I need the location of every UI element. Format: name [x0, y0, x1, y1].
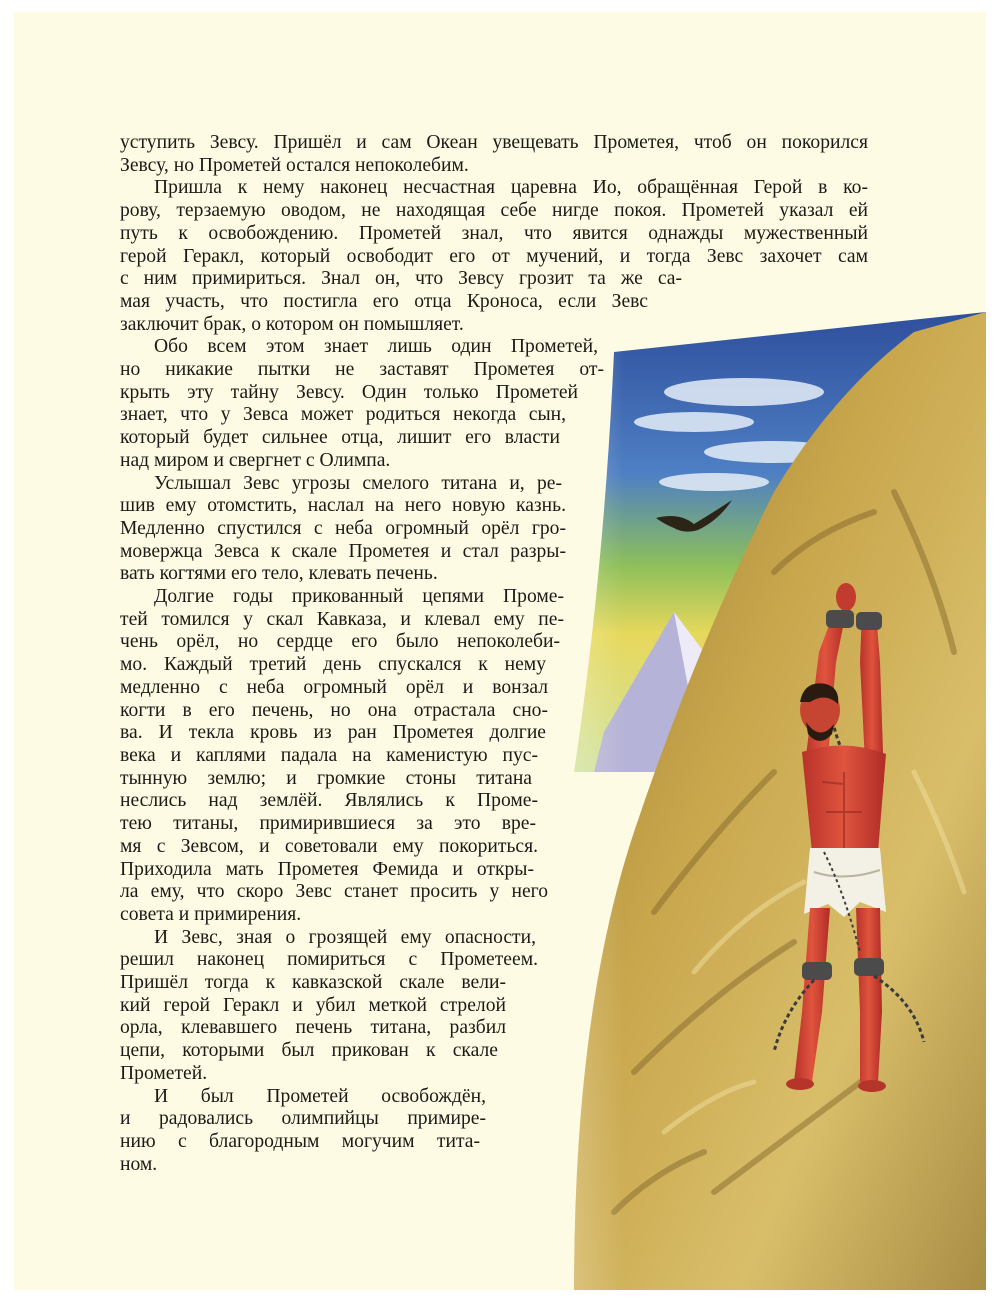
text-line: когти в его печень, но она отрастала сно-	[120, 699, 548, 721]
text-line: с ним примириться. Знал он, что Зевсу грозит та же са-	[120, 268, 682, 290]
text-line: заключит брак, о котором он помышляет.	[120, 313, 464, 335]
paragraph-2	[120, 177, 868, 336]
text-line: вать когтями его тело, клевать печень.	[120, 563, 438, 585]
text-line: но никакие пытки не заставят Прометея от-	[120, 359, 604, 381]
text-line: над миром и свергнет с Олимпа.	[120, 449, 391, 471]
text-line: орла, клевавшего печень титана, разбил	[120, 1017, 506, 1039]
text-line: герой Геракл, который освободит его от мучений, и тогда Зевс захочет сам	[120, 245, 868, 267]
text-line: который будет сильнее отца, лишит его власти	[120, 427, 560, 449]
text-line: ва. И текла кровь из ран Прометея долгие	[120, 722, 546, 744]
text-line: Обо всем этом знает лишь один Прометей,	[154, 336, 598, 358]
text-line: уступить Зевсу. Пришёл и сам Океан увещевать Прометея, чтоб он покорился	[120, 132, 868, 153]
text-line: Приходила мать Прометея Фемида и откры-	[120, 858, 534, 880]
text-line: неслись над землёй. Являлись к Проме-	[120, 790, 538, 812]
text-line: мя с Зевсом, и советовали ему покориться.	[120, 835, 538, 857]
paragraph-3	[120, 336, 868, 472]
text-line: тынную землю; и громкие стоны титана	[120, 767, 532, 789]
text-line: Прометей.	[120, 1062, 208, 1084]
book-page	[14, 12, 986, 1290]
text-line: нию с благородным могучим тита-	[120, 1130, 480, 1152]
text-line: мая участь, что постигла его отца Кроноса, если Зевс	[120, 290, 648, 312]
text-line: Пришла к нему наконец несчастная царевна Ио, обращённая Герой в ко-	[154, 177, 868, 199]
paragraph-7	[120, 1086, 868, 1177]
text-line: знает, что у Зевса может родиться некогда сын,	[120, 404, 566, 426]
paragraph-1	[120, 132, 868, 177]
text-line: И был Прометей освобождён,	[154, 1085, 486, 1107]
text-line: века и каплями падала на каменистую пус-	[120, 744, 538, 766]
text-line: цепи, которыми был прикован к скале	[120, 1040, 498, 1062]
paragraph-4	[120, 473, 868, 587]
text-line: ном.	[120, 1153, 158, 1175]
paragraph-5	[120, 586, 868, 927]
text-line: медленно с неба огромный орёл и вонзал	[120, 676, 548, 698]
text-line: крыть эту тайну Зевсу. Один только Прометей	[120, 381, 578, 403]
text-line: решил наконец помириться с Прометеем.	[120, 949, 538, 971]
text-line: совета и примирения.	[120, 903, 302, 925]
paragraph-6	[120, 927, 868, 1086]
text-line: И Зевс, зная о грозящей ему опасности,	[154, 926, 536, 948]
text-line: чень орёл, но сердце его было непоколеби-	[120, 631, 560, 653]
text-line: и радовались олимпийцы примире-	[120, 1108, 486, 1130]
text-line: кий герой Геракл и убил меткой стрелой	[120, 994, 506, 1016]
text-line: мо. Каждый третий день спускался к нему	[120, 654, 546, 676]
text-line: рову, терзаемую оводом, не находящая себе нигде покоя. Прометей указал ей	[120, 200, 868, 222]
story-text	[120, 132, 868, 1176]
text-line: шив ему отомстить, наслал на него новую казнь.	[120, 495, 566, 517]
text-line: тей томился у скал Кавказа, и клевал ему пе-	[120, 608, 564, 630]
text-line: путь к освобождению. Прометей знал, что явится однажды мужественный	[120, 222, 868, 244]
text-line: тею титаны, примирившиеся за это вре-	[120, 813, 536, 835]
text-line: Услышал Зевс угрозы смелого титана и, ре-	[154, 472, 562, 494]
text-line: ла ему, что скоро Зевс станет просить у него	[120, 881, 548, 903]
text-line: Зевсу, но Прометей остался непоколебим.	[120, 154, 469, 176]
text-line: мовержца Зевса к скале Прометея и стал разры-	[120, 540, 566, 562]
text-line: Медленно спустился с неба огромный орёл гро-	[120, 517, 566, 539]
text-line: Долгие годы прикованный цепями Проме-	[154, 586, 564, 608]
text-line: Пришёл тогда к кавказской скале вели-	[120, 972, 506, 994]
